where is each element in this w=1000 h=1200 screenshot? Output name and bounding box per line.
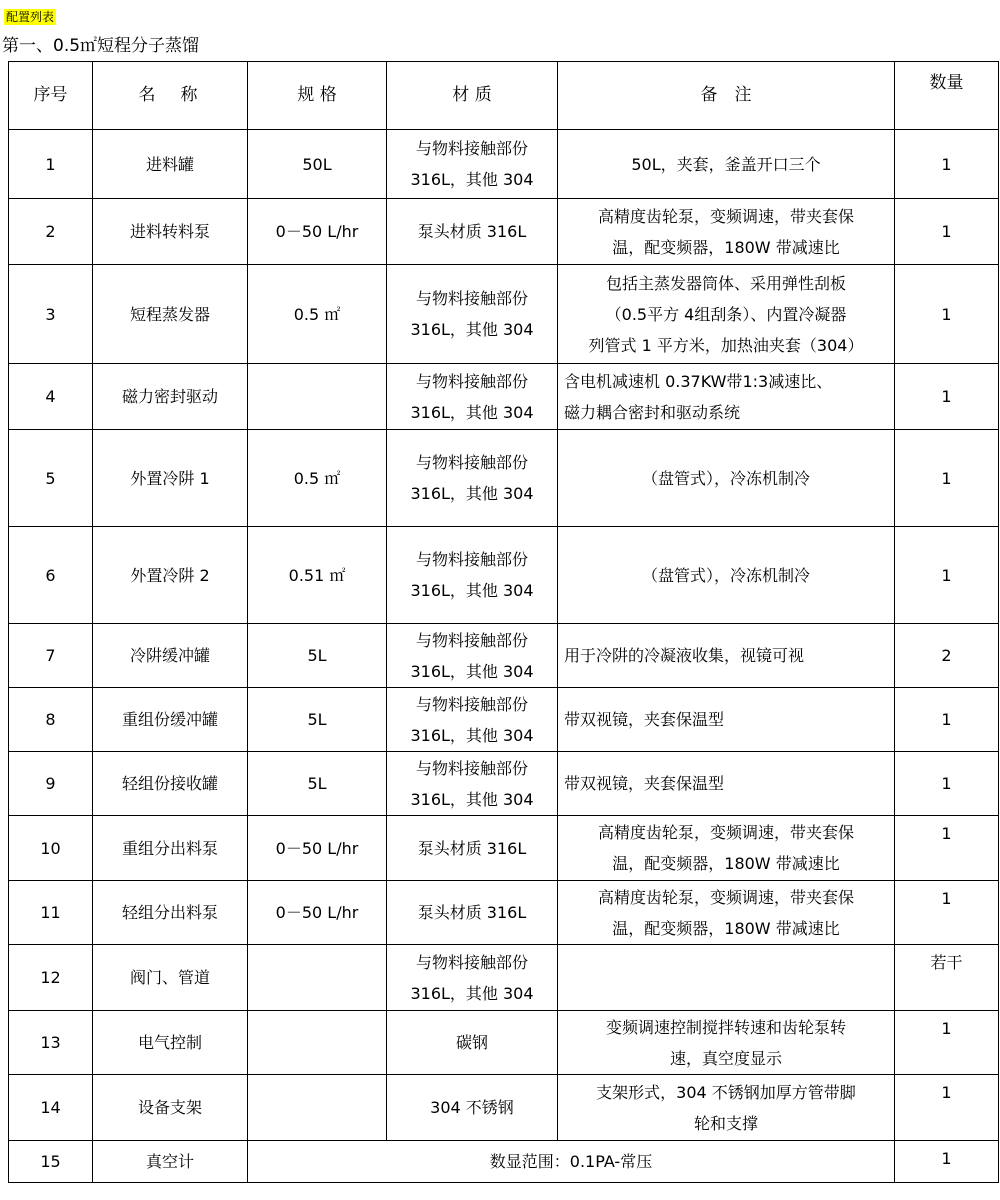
row-name: 进料罐	[93, 130, 248, 199]
row-note-line: 温，配变频器，180W 带减速比	[612, 918, 840, 938]
row-merged-note: 数显范围：0.1PA-常压	[248, 1141, 895, 1183]
row-note-line: 用于冷阱的冷凝液收集，视镜可视	[564, 646, 805, 665]
row-material-line: 泵头材质 316L	[417, 903, 527, 922]
row-index: 7	[9, 624, 93, 688]
header-name: 名 称	[93, 62, 248, 130]
row-material	[387, 1075, 558, 1141]
row-material-line: 316L，其他 304	[410, 484, 534, 503]
row-note-line: 轮和支撑	[693, 1113, 758, 1133]
row-note-line: 列管式 1 平方米，加热油夹套（304）	[588, 335, 864, 355]
row-note-line: 包括主蒸发器筒体、采用弹性刮板	[605, 273, 846, 293]
row-material	[387, 688, 558, 752]
row-material-line: 碳钢	[455, 1033, 488, 1052]
header-spec: 规 格	[248, 62, 387, 130]
table-row	[9, 816, 999, 881]
row-note-line: 变频调速控制搅拌转速和齿轮泵转	[605, 1017, 846, 1037]
row-quantity: 1	[895, 199, 999, 265]
table-row	[9, 1075, 999, 1141]
table-row	[9, 130, 999, 199]
row-note	[558, 688, 895, 752]
table-header-row	[9, 62, 999, 130]
row-note-line: 温，配变频器，180W 带减速比	[612, 237, 840, 257]
row-spec: 0.5 ㎡	[248, 265, 387, 364]
row-name: 重组分出料泵	[93, 816, 248, 881]
section-title: 第一、0.5㎡短程分子蒸馏	[2, 36, 200, 56]
row-note	[558, 881, 895, 945]
row-note	[558, 945, 895, 1011]
row-material	[387, 527, 558, 624]
row-spec: 0.5 ㎡	[248, 430, 387, 527]
row-material	[387, 945, 558, 1011]
row-name: 外置冷阱 1	[93, 430, 248, 527]
row-quantity: 若干	[895, 945, 999, 1011]
row-note	[558, 265, 895, 364]
table-row	[9, 1141, 999, 1183]
row-index: 15	[9, 1141, 93, 1183]
row-index: 9	[9, 752, 93, 816]
row-quantity: 1	[895, 430, 999, 527]
row-note	[558, 1075, 895, 1141]
row-material	[387, 1011, 558, 1075]
row-note	[558, 199, 895, 265]
row-note-line: 支架形式，304 不锈钢加厚方管带脚	[596, 1082, 856, 1102]
row-material-line: 316L，其他 304	[410, 983, 534, 1003]
row-material	[387, 816, 558, 881]
table-row	[9, 688, 999, 752]
row-note-line: （盘管式），冷冻机制冷	[641, 468, 810, 488]
row-note	[558, 624, 895, 688]
row-name: 重组份缓冲罐	[93, 688, 248, 752]
row-name: 电气控制	[93, 1011, 248, 1075]
row-name: 轻组份接收罐	[93, 752, 248, 816]
row-note-line: （0.5平方 4组刮条）、内置冷凝器	[605, 304, 847, 324]
row-material	[387, 265, 558, 364]
row-material	[387, 881, 558, 945]
row-name: 设备支架	[93, 1075, 248, 1141]
row-index: 2	[9, 199, 93, 265]
row-note	[558, 364, 895, 430]
row-material-line: 与物料接触部份	[415, 371, 528, 391]
row-material	[387, 752, 558, 816]
row-name: 阀门、管道	[93, 945, 248, 1011]
row-index: 3	[9, 265, 93, 364]
row-material-line: 与物料接触部份	[415, 694, 528, 714]
row-note	[558, 527, 895, 624]
row-material	[387, 624, 558, 688]
row-material	[387, 130, 558, 199]
row-material-line: 316L，其他 304	[410, 320, 534, 339]
row-material-line: 与物料接触部份	[415, 952, 528, 972]
row-spec: 0－50 L/hr	[248, 199, 387, 265]
row-name: 磁力密封驱动	[93, 364, 248, 430]
row-material-line: 304 不锈钢	[430, 1098, 514, 1117]
row-material-line: 泵头材质 316L	[417, 838, 527, 858]
table-row	[9, 881, 999, 945]
row-material-line: 与物料接触部份	[415, 758, 528, 778]
row-name: 外置冷阱 2	[93, 527, 248, 624]
row-quantity: 1	[895, 1075, 999, 1141]
header-material: 材 质	[387, 62, 558, 130]
row-index: 12	[9, 945, 93, 1011]
row-index: 14	[9, 1075, 93, 1141]
row-name: 轻组分出料泵	[93, 881, 248, 945]
row-quantity: 1	[895, 752, 999, 816]
row-index: 10	[9, 816, 93, 881]
row-note-line: 含电机减速机 0.37KW带1:3减速比、	[564, 371, 833, 391]
table-row	[9, 199, 999, 265]
row-material-line: 316L，其他 304	[410, 725, 534, 745]
table-row	[9, 265, 999, 364]
row-material-line: 316L，其他 304	[410, 170, 534, 189]
row-quantity: 1	[895, 1141, 999, 1183]
row-material-line: 316L，其他 304	[410, 789, 534, 809]
row-spec: 0－50 L/hr	[248, 816, 387, 881]
row-spec	[248, 1011, 387, 1075]
row-quantity: 1	[895, 364, 999, 430]
row-note-line: 速，真空度显示	[669, 1048, 782, 1068]
row-spec: 0.51 ㎡	[248, 527, 387, 624]
row-material-line: 与物料接触部份	[415, 139, 528, 158]
row-material-line: 与物料接触部份	[415, 550, 528, 569]
row-name: 短程蒸发器	[93, 265, 248, 364]
row-material-line: 与物料接触部份	[415, 630, 528, 650]
row-index: 8	[9, 688, 93, 752]
row-index: 6	[9, 527, 93, 624]
row-spec: 5L	[248, 624, 387, 688]
row-note-line: 磁力耦合密封和驱动系统	[564, 402, 741, 422]
table-row	[9, 945, 999, 1011]
row-spec: 50L	[248, 130, 387, 199]
row-note-line: （盘管式），冷冻机制冷	[641, 565, 810, 585]
row-spec	[248, 1075, 387, 1141]
header-index: 序号	[9, 62, 93, 130]
row-material-line: 与物料接触部份	[415, 289, 528, 308]
config-table	[8, 61, 999, 1183]
row-material-line: 316L，其他 304	[410, 581, 534, 600]
header-note: 备 注	[558, 62, 895, 130]
row-index: 13	[9, 1011, 93, 1075]
row-material	[387, 430, 558, 527]
row-index: 11	[9, 881, 93, 945]
row-name: 进料转料泵	[93, 199, 248, 265]
row-spec	[248, 364, 387, 430]
row-note	[558, 752, 895, 816]
row-spec: 5L	[248, 752, 387, 816]
row-spec: 5L	[248, 688, 387, 752]
row-quantity: 1	[895, 688, 999, 752]
row-note-line: 带双视镜，夹套保温型	[564, 710, 725, 729]
row-quantity: 1	[895, 527, 999, 624]
row-note	[558, 816, 895, 881]
row-index: 4	[9, 364, 93, 430]
row-note-line: 高精度齿轮泵，变频调速，带夹套保	[597, 887, 854, 907]
row-note-line: 带双视镜，夹套保温型	[564, 774, 725, 793]
table-row	[9, 364, 999, 430]
row-note-line: 温，配变频器，180W 带减速比	[612, 854, 840, 873]
row-note-line: 50L，夹套，釜盖开口三个	[631, 154, 821, 174]
row-note-line: 高精度齿轮泵，变频调速，带夹套保	[597, 823, 854, 842]
table-row	[9, 1011, 999, 1075]
table-row	[9, 430, 999, 527]
row-spec	[248, 945, 387, 1011]
row-note	[558, 130, 895, 199]
row-material	[387, 364, 558, 430]
row-note-line: 高精度齿轮泵，变频调速，带夹套保	[597, 206, 854, 226]
row-spec: 0－50 L/hr	[248, 881, 387, 945]
row-material-line: 316L，其他 304	[410, 661, 534, 681]
row-quantity: 2	[895, 624, 999, 688]
row-index: 1	[9, 130, 93, 199]
row-quantity: 1	[895, 816, 999, 881]
row-quantity: 1	[895, 1011, 999, 1075]
row-quantity: 1	[895, 881, 999, 945]
row-quantity: 1	[895, 265, 999, 364]
row-note	[558, 430, 895, 527]
row-material-line: 与物料接触部份	[415, 453, 528, 472]
row-name: 真空计	[93, 1141, 248, 1183]
table-row	[9, 624, 999, 688]
row-material-line: 泵头材质 316L	[417, 222, 527, 241]
row-name: 冷阱缓冲罐	[93, 624, 248, 688]
config-list-tag: 配置列表	[6, 10, 55, 24]
row-index: 5	[9, 430, 93, 527]
table-row	[9, 752, 999, 816]
header-quantity: 数量	[895, 62, 999, 130]
row-note	[558, 1011, 895, 1075]
row-quantity: 1	[895, 130, 999, 199]
table-row	[9, 527, 999, 624]
row-material	[387, 199, 558, 265]
row-material-line: 316L，其他 304	[410, 402, 534, 422]
